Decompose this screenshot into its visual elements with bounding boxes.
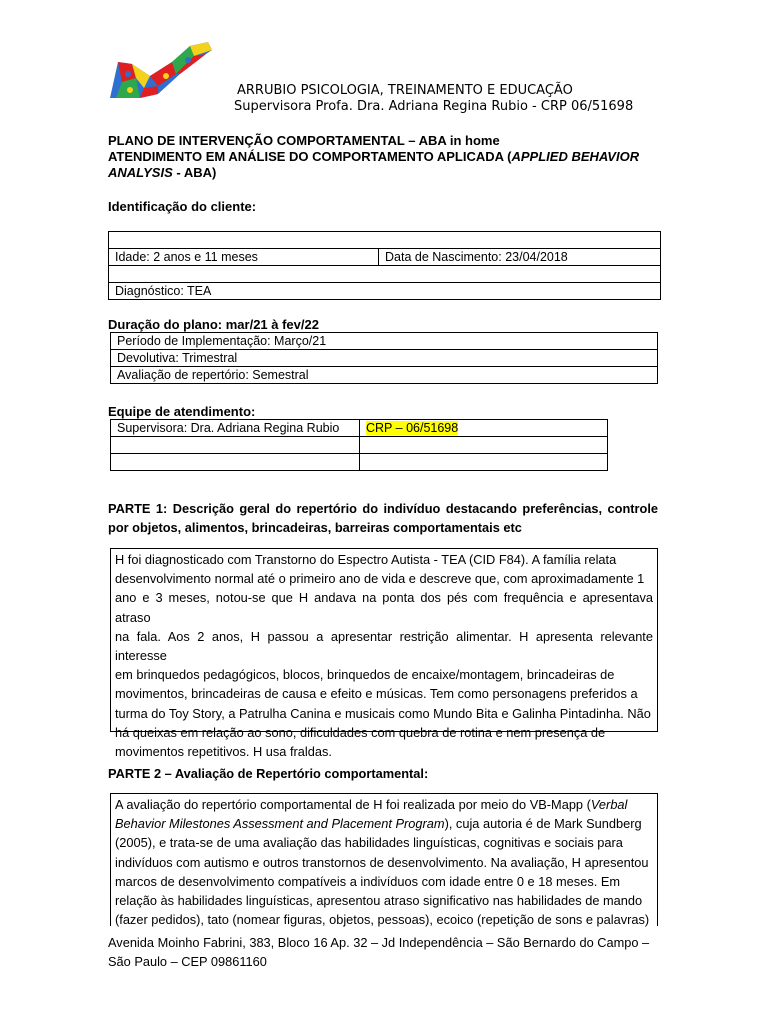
client-heading: Identificação do cliente:: [108, 199, 257, 214]
part1-line: desenvolvimento normal até o primeiro ano de vida e descreve que, com aproximadamente 1: [115, 571, 645, 587]
team-supervisor: Supervisora: Dra. Adriana Regina Rubio: [111, 420, 360, 437]
part2-line: Behavior Milestones Assessment and Placement Program), cuja autoria é de Mark Sundberg: [115, 816, 642, 832]
org-name: ARRUBIO PSICOLOGIA, TREINAMENTO E EDUCAÇÃO: [237, 83, 573, 98]
team-empty-cell: [360, 454, 608, 471]
plan-title: [108, 133, 668, 181]
part2-line: (2005), e trata-se de uma avaliação das habilidades linguísticas, cognitivas e sociais para: [115, 835, 623, 851]
part1-line: ano e 3 meses, notou-se que H andava na ponta dos pés com frequência e apresentava atraso: [115, 590, 653, 625]
part2-line: relação às habilidades linguísticas, apresentou atraso significativo nas habilidades de mando: [115, 893, 643, 909]
team-crp: CRP – 06/51698: [366, 421, 459, 435]
plan-title-line3: ANALYSIS - ABA): [108, 165, 217, 180]
client-diagnosis: Diagnóstico: TEA: [109, 283, 661, 300]
part1-line: em brinquedos pedagógicos, blocos, brinquedos de encaixe/montagem, brincadeiras de: [115, 667, 615, 683]
client-table: [108, 231, 661, 300]
footer-line2: São Paulo – CEP 09861160: [108, 954, 267, 969]
part2-line: indivíduos com autismo e outros transtornos de desenvolvimento. Na avaliação, H apresentou: [115, 854, 649, 870]
team-empty-cell: [111, 437, 360, 454]
team-heading: Equipe de atendimento:: [108, 404, 256, 419]
client-age: Idade: 2 anos e 11 meses: [109, 249, 379, 266]
part2-line: (fazer pedidos), tato (nomear figuras, objetos, pessoas), ecoico (repetição de sons e palavras): [115, 912, 650, 928]
team-crp-cell: [360, 420, 608, 437]
plan-title-line1: PLANO DE INTERVENÇÃO COMPORTAMENTAL – ABA in home: [108, 133, 500, 148]
part1-line: movimentos repetitivos. H usa fraldas.: [115, 744, 332, 760]
footer-line1: Avenida Moinho Fabrini, 383, Bloco 16 Ap. 32 – Jd Independência – São Bernardo do Campo –: [108, 935, 650, 950]
duration-heading: Duração do plano: mar/21 à fev/22: [108, 317, 319, 332]
part1-line: na fala. Aos 2 anos, H passou a apresentar restrição alimentar. H apresenta relevante interesse: [115, 628, 653, 664]
duration-table: [110, 332, 658, 384]
client-empty-row: [109, 232, 661, 249]
part1-box: [110, 548, 658, 760]
part1-line: H foi diagnosticado com Transtorno do Espectro Autista - TEA (CID F84). A família relata: [115, 552, 617, 567]
duration-row: Período de Implementação: Março/21: [111, 333, 658, 350]
team-empty-cell: [111, 454, 360, 471]
supervisor-line: Supervisora Profa. Dra. Adriana Regina Rubio - CRP 06/51698: [234, 99, 634, 114]
part1-heading: PARTE 1: Descrição geral do repertório do indivíduo destacando preferências, controle por objetos, alimentos, brincadeiras, barreiras comportamentais etc: [108, 501, 658, 535]
team-empty-cell: [360, 437, 608, 454]
duration-row: Avaliação de repertório: Semestral: [111, 367, 658, 384]
part2-heading: PARTE 2 – Avaliação de Repertório comportamental:: [108, 766, 429, 781]
puzzle-ribbon-icon: [110, 42, 212, 98]
team-table: [110, 419, 608, 471]
part1-line: há queixas em relação ao sono, dificuldades com quebra de rotina e nem presença de: [115, 724, 606, 740]
part2-box: [110, 793, 658, 926]
client-empty-row: [109, 266, 661, 283]
part2-line: marcos de desenvolvimento compatíveis a indivíduos com idade entre 0 e 18 meses. Em: [115, 873, 621, 889]
duration-row: Devolutiva: Trimestral: [111, 350, 658, 367]
part2-line: A avaliação do repertório comportamental de H foi realizada por meio do VB-Mapp (Verbal: [115, 797, 628, 812]
client-birth: Data de Nascimento: 23/04/2018: [379, 249, 661, 266]
part1-line: movimentos, brincadeiras de causa e efeito e músicas. Tem como personagens preferidos a: [115, 686, 638, 702]
plan-title-line2: ATENDIMENTO EM ANÁLISE DO COMPORTAMENTO APLICADA (APPLIED BEHAVIOR: [108, 149, 640, 164]
part1-line: turma do Toy Story, a Patrulha Canina e musicais como Mundo Bita e Galinha Pintadinha. Não: [115, 705, 651, 721]
footer-address: [108, 933, 649, 971]
